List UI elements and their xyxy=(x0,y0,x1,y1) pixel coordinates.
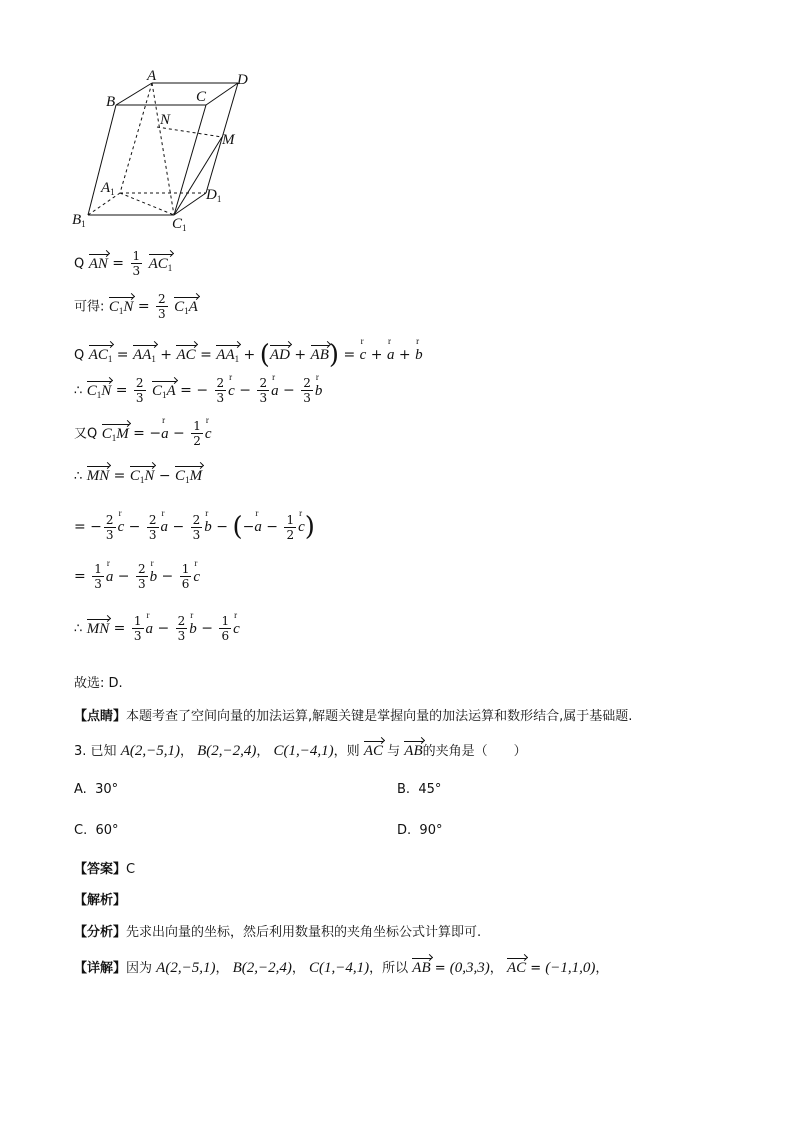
solution-line-7: = − $\frac{2}{3}$ r c − $\frac{2}{3}$ r a − $\frac{2}{3}$ r b − (−r a − $\frac{1}{2}$ r c) xyxy=(74,512,315,542)
label-D1: $D_1$ xyxy=(206,187,222,204)
label-C1: $C_1$ xyxy=(172,216,187,233)
option-c[interactable]: C. 60° xyxy=(74,823,119,838)
solution-line-1: Q AN = $\frac{1}{3}$ $AC_1$ xyxy=(74,249,173,278)
question-3-stem: 3. 已知 A(2,−5,1)， B(2,−2,4)， C(1,−4,1)，则 AC 与 AB的夹角是（ ） xyxy=(74,743,527,759)
label-B1: $B_1$ xyxy=(72,212,86,229)
choice-line: 故选: D. xyxy=(74,676,123,691)
fenxi-line: 【分析】先求出向量的坐标，然后利用数量积的夹角坐标公式计算即可. xyxy=(74,925,482,940)
label-N: N xyxy=(160,112,171,128)
solution-line-5: 又Q $C_1M = -r$ a − $\frac{1}{2}$ r c xyxy=(74,420,212,447)
label-M: M xyxy=(222,132,235,148)
option-d[interactable]: D. 90° xyxy=(397,823,443,838)
solution-line-6: ∴ MN = $C_1N - C_1M$ xyxy=(74,468,203,485)
label-A1: $A_1$ xyxy=(101,180,115,197)
edge-CD xyxy=(206,83,238,105)
solution-line-2: 可得: $C_1N$ = $\frac{2}{3}$ $C_1A$ xyxy=(74,292,198,321)
edge-AC1 xyxy=(152,83,174,215)
option-b[interactable]: B. 45° xyxy=(397,782,442,797)
option-a[interactable]: A. 30° xyxy=(74,782,119,797)
label-D: D xyxy=(237,72,248,88)
edge-A1C1 xyxy=(120,193,174,215)
solution-line-9: ∴ MN = $\frac{1}{3}$ r a − $\frac{2}{3}$ r b − $\frac{1}{6}$ r c xyxy=(74,615,240,642)
solution-line-4: ∴ $C_1N$ = $\frac{2}{3}$ $C_1A$ = − $\frac{2}{3}$ r c − $\frac{2}{3}$ r a − $\frac{2}{3}$ r b xyxy=(74,377,322,404)
analysis-heading: 【解析】 xyxy=(74,893,127,908)
edge-C1D1 xyxy=(174,193,206,215)
review-line: 【点睛】本题考查了空间向量的加法运算,解题关键是掌握向量的加法运算和数形结合,属于基础题. xyxy=(74,709,633,724)
label-C: C xyxy=(196,89,207,105)
xiangjie-line: 【详解】因为 A(2,−5,1)， B(2,−2,4)， C(1,−4,1)，所以 AB = (0,3,3)， AC = (−1,1,0)， xyxy=(74,960,609,976)
parallelepiped-figure xyxy=(60,65,240,235)
solution-line-8: = $\frac{1}{3}$ r a − $\frac{2}{3}$ r b − $\frac{1}{6}$ r c xyxy=(74,563,200,590)
edge-BB1 xyxy=(88,105,116,215)
label-B: B xyxy=(106,94,116,110)
edge-CC1 xyxy=(174,105,206,215)
label-A: A xyxy=(147,68,157,84)
answer-line: 【答案】C xyxy=(74,862,136,877)
solution-line-3: Q $AC_1 = AA_1$ + AC = $AA_1 + (AD + AB) = r$ c + r a + r b xyxy=(74,340,423,370)
